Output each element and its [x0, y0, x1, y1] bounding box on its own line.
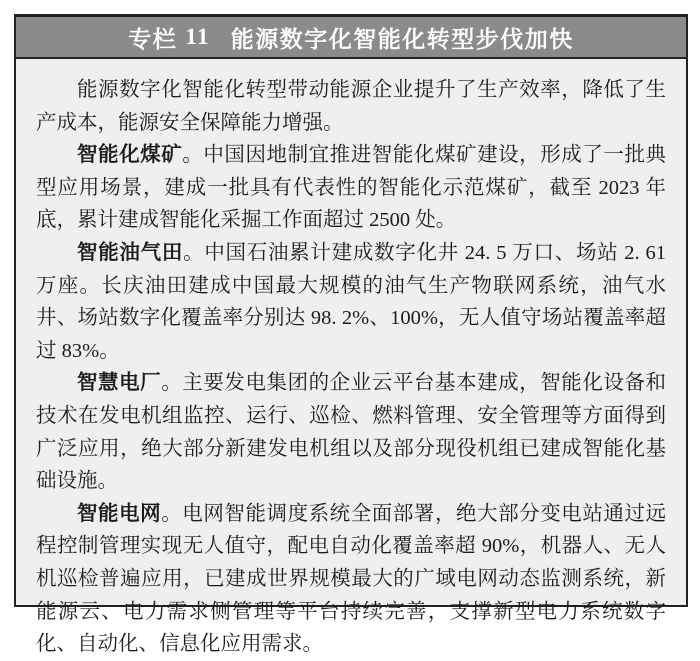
box-header [16, 17, 686, 59]
paragraph-lead: 智能电网 [77, 501, 162, 525]
box-label: 专栏 [128, 25, 178, 52]
paragraph-lead: 智慧电厂 [77, 371, 162, 395]
paragraph-text: 能源数字化智能化转型带动能源企业提升了生产效率，降低了生产成本，能源安全保障能力增强。 [36, 79, 666, 134]
paragraph-lead: 智能油气田 [77, 240, 184, 264]
paragraph [36, 367, 666, 497]
paragraph-separator: 。 [161, 502, 183, 525]
paragraph-text: 电网智能调度系统全面部署，绝大部分变电站通过远程控制管理实现无人值守，配电自动化覆盖率超 90%，机器人、无人机巡检普遍应用，已建成世界规模最大的广域电网动态监测系统，新能源云、电力需求侧管理等平台持续完善，支撑新型电力系统数字化、自动化、信息化应用需求。 [36, 502, 667, 656]
paragraph-separator: 。 [183, 241, 205, 264]
paragraph [36, 139, 666, 237]
paragraph-text: 中国因地制宜推进智能化煤矿建设，形成了一批典型应用场景，建成一批具有代表性的智能化示范煤矿，截至 2023 年底，累计建成智能化采掘工作面超过 2500 处。 [36, 144, 667, 232]
paragraph [36, 498, 666, 661]
paragraph-text: 主要发电集团的企业云平台基本建成，智能化设备和技术在发电机组监控、运行、巡检、燃料管理、安全管理等方面得到广泛应用，绝大部分新建发电机组以及部分现役机组已建成智能化基础设施。 [36, 372, 667, 493]
paragraph-separator: 。 [182, 144, 204, 167]
box-content [16, 59, 686, 661]
box-title: 能源数字化智能化转型步伐加快 [230, 25, 574, 52]
box-number: 11 [185, 24, 211, 49]
feature-box [14, 14, 688, 656]
paragraph-lead: 智能化煤矿 [77, 143, 183, 167]
paragraph-separator: 。 [161, 372, 183, 395]
paragraph-text: 中国石油累计建成数字化井 24. 5 万口、场站 2. 61 万座。长庆油田建成中国最大规模的油气生产物联网系统，油气水井、场站数字化覆盖率分别达 98. 2%、100%，无人值守场站覆盖率超过 83%。 [36, 241, 666, 362]
paragraph [36, 74, 666, 139]
paragraph [36, 237, 666, 367]
